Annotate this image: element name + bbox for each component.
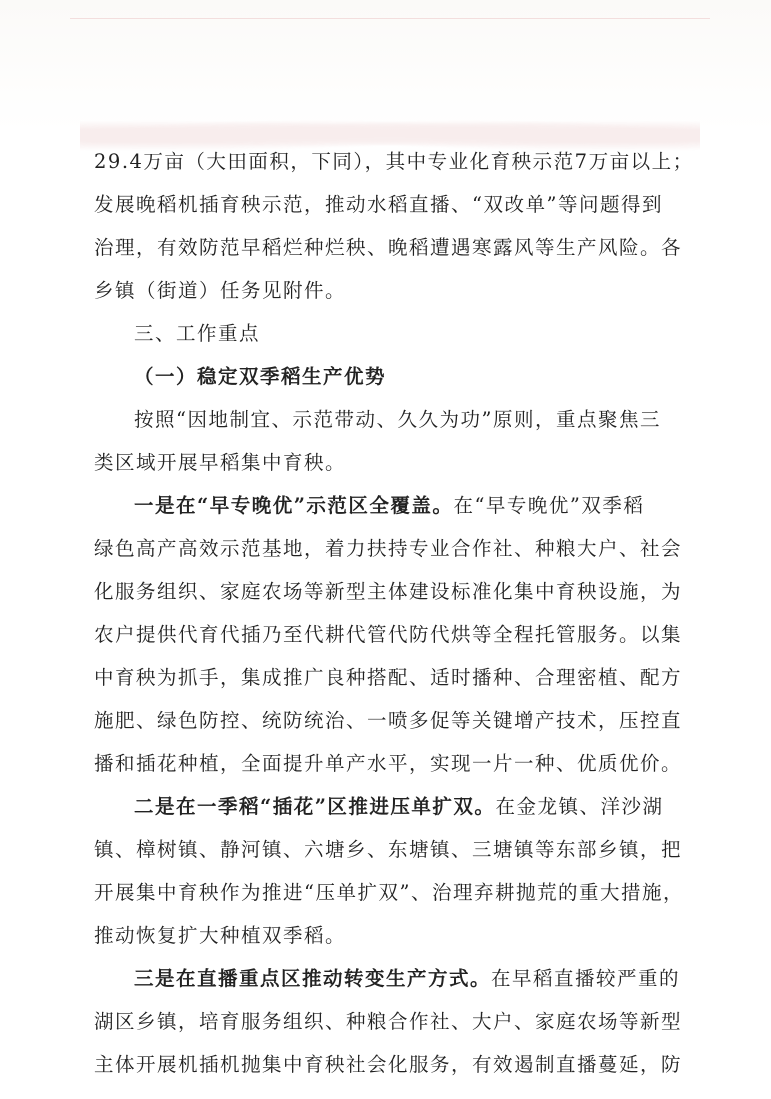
text-line-4	[94, 279, 346, 303]
text-run: 三、工作重点	[134, 322, 261, 345]
text-line-16	[134, 795, 663, 819]
text-run: 在“早专晚优”双季稻	[453, 494, 645, 517]
text-line-11	[94, 580, 682, 604]
text-line-9	[134, 494, 644, 518]
text-run: 施肥、绿色防控、统防统治、一喷多促等关键增产技术，压控直	[94, 709, 683, 732]
text-line-3	[94, 236, 682, 260]
text-line-19	[94, 924, 346, 948]
show-through-title-marks	[80, 108, 700, 154]
text-run: 湖区乡镇，培育服务组织、种粮合作社、大户、家庭农场等新型	[94, 1010, 683, 1033]
text-run: （一）稳定双季稻生产优势	[134, 365, 387, 388]
bold-lead-text: 一是在“早专晚优”示范区全覆盖。	[134, 494, 454, 517]
bold-lead-text: 二是在一季稻“插花”区推进压单扩双。	[134, 795, 496, 818]
text-run: 化服务组织、家庭农场等新型主体建设标准化集中育秧设施，为	[94, 580, 683, 603]
text-line-10	[94, 537, 682, 561]
text-run: 镇、樟树镇、静河镇、六塘乡、东塘镇、三塘镇等东部乡镇，把	[94, 838, 683, 861]
text-line-20	[134, 967, 680, 991]
text-line-8	[94, 451, 346, 475]
text-run: 类区域开展早稻集中育秧。	[94, 451, 347, 474]
text-run: 在早稻直播较严重的	[491, 967, 681, 990]
text-line-1	[94, 150, 694, 174]
section-heading	[134, 322, 260, 346]
text-run: 发展晚稻机插育秧示范，推动水稻直播、“双改单”等问题得到	[94, 193, 663, 216]
text-run: 绿色高产高效示范基地，着力扶持专业合作社、种粮大户、社会	[94, 537, 683, 560]
text-run: 推动恢复扩大种植双季稻。	[94, 924, 347, 947]
text-run: 按照“因地制宜、示范带动、久久为功”原则，重点聚焦三	[134, 408, 661, 431]
text-run: 农户提供代育代插乃至代耕代管代防代烘等全程托管服务。以集	[94, 623, 683, 646]
text-run: 开展集中育秧作为推进“压单扩双”、治理弃耕抛荒的重大措施，	[94, 881, 684, 904]
text-run: 在金龙镇、洋沙湖	[495, 795, 664, 818]
text-line-2	[94, 193, 663, 217]
text-line-17	[94, 838, 682, 862]
text-line-7	[134, 408, 661, 432]
text-line-21	[94, 1010, 682, 1034]
top-edge-rule	[70, 18, 710, 19]
text-run: 乡镇（街道）任务见附件。	[94, 279, 347, 302]
text-line-14	[94, 709, 682, 733]
text-run: 播和插花种植，全面提升单产水平，实现一片一种、优质优价。	[94, 752, 683, 775]
text-line-12	[94, 623, 682, 647]
text-line-15	[94, 752, 682, 776]
text-run: 主体开展机插机抛集中育秧社会化服务，有效遏制直播蔓延，防	[94, 1053, 683, 1076]
text-run: 中育秧为抓手，集成推广良种搭配、适时播种、合理密植、配方	[94, 666, 683, 689]
bold-lead-text: 三是在直播重点区推动转变生产方式。	[134, 967, 492, 990]
text-line-22	[94, 1053, 682, 1077]
text-run: 29.4万亩（大田面积，下同），其中专业化育秧示范7万亩以上；	[94, 150, 694, 173]
text-run: 治理，有效防范早稻烂种烂秧、晚稻遭遇寒露风等生产风险。各	[94, 236, 683, 259]
text-line-13	[94, 666, 682, 690]
text-line-18	[94, 881, 684, 905]
subsection-heading	[134, 365, 386, 389]
